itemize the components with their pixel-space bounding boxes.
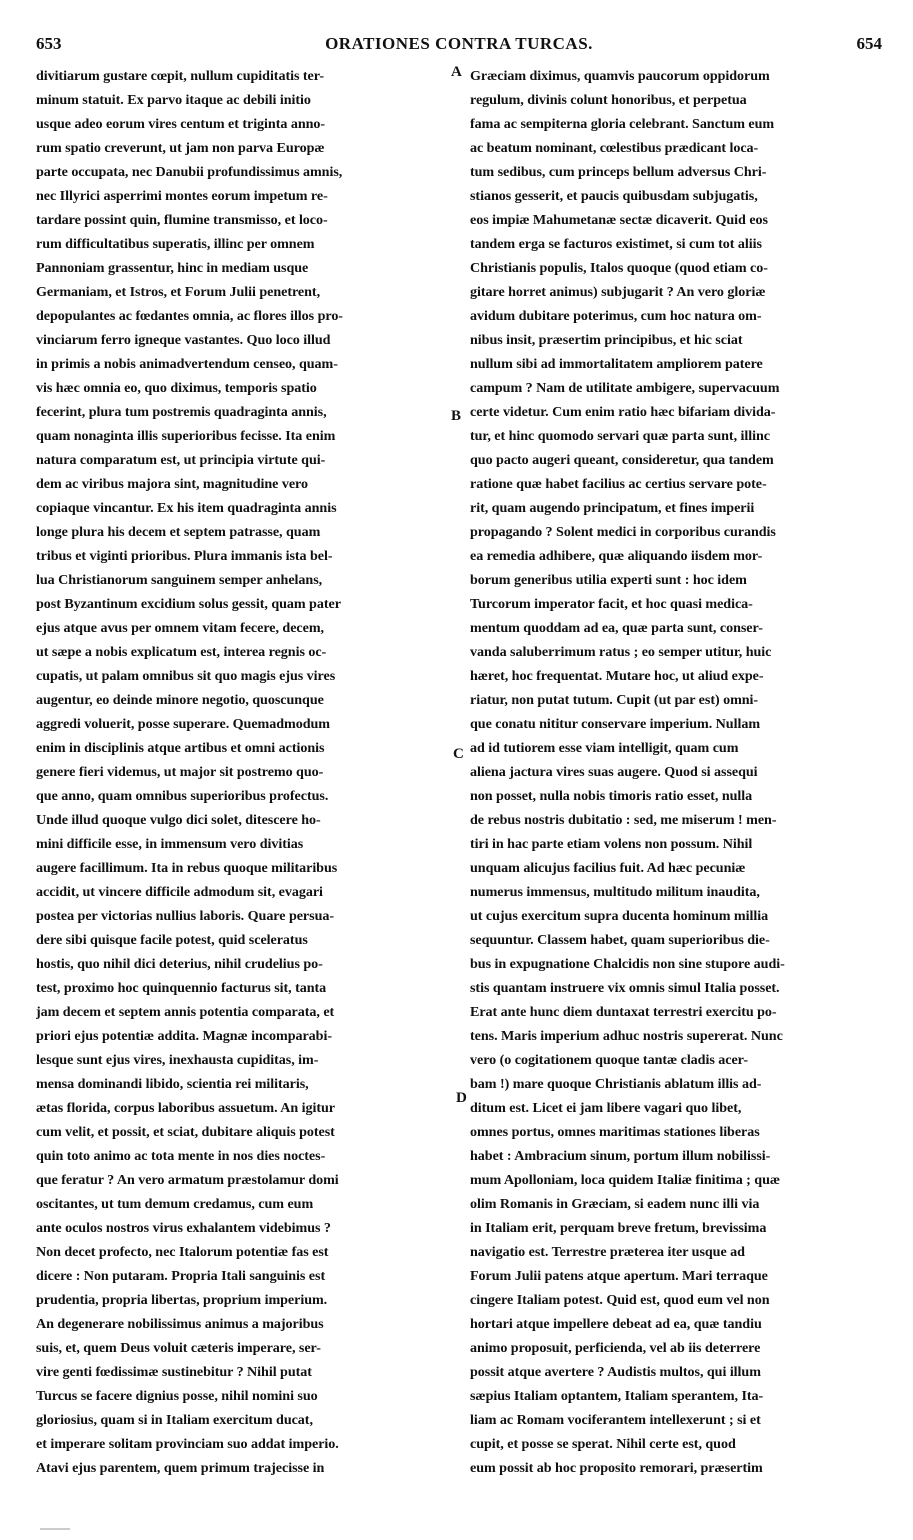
text-line: que anno, quam omnibus superioribus profectus. — [36, 788, 329, 804]
text-line: vinciarum ferro igneque vastantes. Quo loco illud — [36, 332, 331, 348]
text-line: priori ejus potentiæ addita. Magnæ incomparabi- — [36, 1028, 332, 1044]
text-line: Forum Julii patens atque apertum. Mari terraque — [470, 1268, 768, 1284]
text-line: genere fieri videmus, ut major sit postremo quo- — [36, 764, 324, 780]
text-line: enim in disciplinis atque artibus et omni actionis — [36, 740, 325, 756]
section-marker-c: C — [453, 746, 464, 762]
text-line: de rebus nostris dubitatio : sed, me miserum ! men- — [470, 812, 777, 828]
page-number-left: 653 — [36, 34, 62, 53]
section-marker-b: B — [451, 408, 462, 424]
text-line: Germaniam, et Istros, et Forum Julii penetrent, — [36, 284, 321, 300]
text-line: ad id tutiorem esse viam intelligit, quam cum — [470, 740, 739, 756]
text-line: rum difficultatibus superatis, illinc per omnem — [36, 236, 315, 252]
text-line: riatur, non putat tutum. Cupit (ut par est) omni- — [470, 692, 759, 708]
text-line: vire genti fœdissimæ sustinebitur ? Nihil putat — [36, 1364, 312, 1380]
text-line: avidum dubitare poterimus, cum hoc natura om- — [470, 308, 762, 324]
text-line: mentum quoddam ad ea, quæ parta sunt, conser- — [470, 620, 763, 636]
text-line: oscitantes, ut tum demum credamus, cum eum — [36, 1196, 314, 1212]
text-line: depopulantes ac fœdantes omnia, ac flores illos pro- — [36, 308, 343, 324]
text-line: tur, et hinc quomodo servari quæ parta sunt, illinc — [470, 428, 770, 444]
text-line: parte occupata, nec Danubii profundissimus amnis, — [36, 164, 343, 180]
text-line: hostis, quo nihil dici deterius, nihil crudelius po- — [36, 956, 323, 972]
text-line: quam nonaginta illis superioribus fecisse. Ita enim — [36, 428, 336, 444]
text-line: suis, et, quem Deus voluit cæteris imperare, ser- — [36, 1340, 321, 1356]
text-line: in Italiam erit, perquam breve fretum, brevissima — [470, 1220, 767, 1236]
text-line: stianos gesserit, et paucis quibusdam subjugatis, — [470, 188, 758, 204]
text-line: eum possit ab hoc proposito remorari, præsertim — [470, 1460, 763, 1476]
text-line: augere facillimum. Ita in rebus quoque militaribus — [36, 860, 338, 876]
text-line: stis quantam instruere vix omnis simul Italia posset. — [470, 980, 780, 996]
text-line: cum velit, et possit, et sciat, dubitare aliquis potest — [36, 1124, 335, 1140]
text-line: Unde illud quoque vulgo dici solet, ditescere ho- — [36, 812, 321, 828]
text-line: sequuntur. Classem habet, quam superioribus die- — [470, 932, 770, 948]
text-line: tandem erga se facturos existimet, si cum tot aliis — [470, 236, 762, 252]
text-line: Turcorum imperator facit, et hoc quasi medica- — [470, 596, 753, 612]
text-line: ut sæpe a nobis explicatum est, interea regnis oc- — [36, 644, 327, 660]
text-line: Atavi ejus parentem, quem primum trajecisse in — [36, 1460, 325, 1476]
text-line: ratione quæ habet facilius ac certius servare pote- — [470, 476, 767, 492]
text-line: olim Romanis in Græciam, si eadem nunc illi via — [470, 1196, 760, 1212]
text-line: aliena jactura vires suas augere. Quod si assequi — [470, 764, 758, 780]
text-line: divitiarum gustare cœpit, nullum cupiditatis ter- — [36, 68, 325, 84]
text-line: tribus et viginti prioribus. Plura immanis ista bel- — [36, 548, 333, 564]
left-text-column — [36, 64, 446, 1480]
text-line: Erat ante hunc diem duntaxat terrestri exercitu po- — [470, 1004, 777, 1020]
text-line: omnes portus, omnes maritimas stationes liberas — [470, 1124, 760, 1140]
text-line: Pannoniam grassentur, hinc in mediam usque — [36, 260, 309, 276]
text-line: Christianis populis, Italos quoque (quod etiam co- — [470, 260, 768, 276]
text-line: bus in expugnatione Chalcidis non sine stupore audi- — [470, 956, 785, 972]
text-line: minum statuit. Ex parvo itaque ac debili initio — [36, 92, 311, 108]
page-number-right: 654 — [856, 34, 882, 53]
text-line: fecerint, plura tum postremis quadraginta annis, — [36, 404, 327, 420]
text-line: fama ac sempiterna gloria celebrant. Sanctum eum — [470, 116, 775, 132]
running-title: ORATIONES CONTRA TURCAS. — [325, 34, 593, 53]
text-line: borum generibus utilia experti sunt : hoc idem — [470, 572, 747, 588]
text-line: quin toto animo ac tota mente in nos dies noctes- — [36, 1148, 326, 1164]
text-line: accidit, ut vincere difficile admodum sit, evagari — [36, 884, 323, 900]
text-line: dere sibi quisque facile potest, quid sceleratus — [36, 932, 308, 948]
text-line: rum spatio creverunt, ut jam non parva Europæ — [36, 140, 325, 156]
text-line: et imperare solitam provinciam suo addat imperio. — [36, 1436, 339, 1452]
text-line: longe plura his decem et septem patrasse, quam — [36, 524, 321, 540]
text-line: navigatio est. Terrestre præterea iter usque ad — [470, 1244, 745, 1260]
text-line: lesque sunt ejus vires, inexhausta cupiditas, im- — [36, 1052, 319, 1068]
text-line: ut cujus exercitum supra ducenta hominum millia — [470, 908, 769, 924]
text-line: dicere : Non putaram. Propria Itali sanguinis est — [36, 1268, 326, 1284]
right-text-column — [470, 64, 878, 1480]
text-line: tum sedibus, cum princeps bellum adversus Chri- — [470, 164, 767, 180]
text-line: non posset, nulla nobis timoris ratio esset, nulla — [470, 788, 753, 804]
text-line: usque adeo eorum vires centum et triginta anno- — [36, 116, 326, 132]
text-line: gloriosius, quam si in Italiam exercitum ducat, — [36, 1412, 313, 1428]
text-line: que conatu nititur conservare imperium. Nullam — [470, 716, 761, 732]
text-line: cupatis, ut palam omnibus sit quo magis ejus vires — [36, 668, 336, 684]
text-line: rit, quam augendo principatum, et fines imperii — [470, 500, 755, 516]
text-line: ea remedia adhibere, quæ aliquando iisdem mor- — [470, 548, 763, 564]
text-line: mini difficile esse, in immensum vero divitias — [36, 836, 304, 852]
text-line: cupit, et posse se sperat. Nihil certe est, quod — [470, 1436, 736, 1452]
text-line: tiri in hac parte etiam volens non possum. Nihil — [470, 836, 753, 852]
text-line: habet : Ambracium sinum, portum illum nobilissi- — [470, 1148, 771, 1164]
text-line: nec Illyrici asperrimi montes eorum impetum re- — [36, 188, 328, 204]
text-line: hæret, hoc frequentat. Mutare hoc, ut aliud expe- — [470, 668, 764, 684]
text-line: vero (o cogitationem quoque tantæ cladis acer- — [470, 1052, 748, 1068]
text-line: prudentia, propria libertas, proprium imperium. — [36, 1292, 328, 1308]
text-line: mensa dominandi libido, scientia rei militaris, — [36, 1076, 309, 1092]
text-line: An degenerare nobilissimus animus a majoribus — [36, 1316, 324, 1332]
text-line: test, proximo hoc quinquennio facturus sit, tanta — [36, 980, 327, 996]
text-line: gitare horret animus) subjugarit ? An vero gloriæ — [470, 284, 766, 300]
text-line: ejus atque avus per omnem vitam fecere, decem, — [36, 620, 324, 636]
text-line: Græciam diximus, quamvis paucorum oppidorum — [470, 68, 770, 84]
text-line: animo proposuit, perficienda, vel ab iis deterrere — [470, 1340, 761, 1356]
text-line: ac beatum nominant, cœlestibus prædicant loca- — [470, 140, 759, 156]
text-line: tardare possint quin, flumine transmisso, et loco- — [36, 212, 328, 228]
text-line: dem ac viribus majora sint, magnitudine vero — [36, 476, 308, 492]
text-line: unquam alicujus facilius fuit. Ad hæc pecuniæ — [470, 860, 746, 876]
section-marker-a: A — [451, 64, 462, 80]
text-line: lua Christianorum sanguinem semper anhelans, — [36, 572, 323, 588]
page-edge-mark — [40, 1528, 70, 1530]
text-line: copiaque vincantur. Ex his item quadraginta annis — [36, 500, 337, 516]
text-line: campum ? Nam de utilitate ambigere, supervacuum — [470, 380, 780, 396]
text-line: possit atque avertere ? Audistis multos, qui illum — [470, 1364, 761, 1380]
text-line: ditum est. Licet ei jam libere vagari quo libet, — [470, 1100, 742, 1116]
text-line: liam ac Romam vociferantem intellexerunt ; si et — [470, 1412, 761, 1428]
text-line: tens. Maris imperium adhuc nostris supererat. Nunc — [470, 1028, 783, 1044]
text-line: mum Apolloniam, loca quidem Italiæ finitima ; quæ — [470, 1172, 780, 1188]
page-header — [36, 34, 882, 56]
text-line: natura comparatum est, ut principia virtute qui- — [36, 452, 326, 468]
text-line: quo pacto augeri queant, consideretur, qua tandem — [470, 452, 774, 468]
text-line: post Byzantinum excidium solus gessit, quam pater — [36, 596, 341, 612]
text-line: regulum, divinis colunt honoribus, et perpetua — [470, 92, 747, 108]
text-line: in primis a nobis animadvertendum censeo, quam- — [36, 356, 338, 372]
text-line: hortari atque impellere debeat ad ea, quæ tandiu — [470, 1316, 762, 1332]
text-line: aggredi voluerit, posse superare. Quemadmodum — [36, 716, 330, 732]
text-line: nullum sibi ad immortalitatem ampliorem patere — [470, 356, 763, 372]
text-line: eos impiæ Mahumetanæ sectæ dicaverit. Quid eos — [470, 212, 768, 228]
text-line: jam decem et septem annis potentia comparata, et — [36, 1004, 335, 1020]
text-line: ante oculos nostros virus exhalantem videbimus ? — [36, 1220, 331, 1236]
text-line: cingere Italiam potest. Quid est, quod eum vel non — [470, 1292, 770, 1308]
text-line: sæpius Italiam optantem, Italiam sperantem, Ita- — [470, 1388, 764, 1404]
text-line: Non decet profecto, nec Italorum potentiæ fas est — [36, 1244, 329, 1260]
text-line: que feratur ? An vero armatum præstolamur domi — [36, 1172, 339, 1188]
text-line: vis hæc omnia eo, quo diximus, temporis spatio — [36, 380, 317, 396]
section-marker-d: D — [456, 1090, 467, 1106]
text-line: ætas florida, corpus laboribus assuetum. An igitur — [36, 1100, 335, 1116]
text-line: postea per victorias nullius laboris. Quare persua- — [36, 908, 335, 924]
text-line: Turcus se facere dignius posse, nihil nomini suo — [36, 1388, 318, 1404]
text-line: propagando ? Solent medici in corporibus curandis — [470, 524, 776, 540]
text-line: augentur, eo deinde minore negotio, quoscunque — [36, 692, 324, 708]
text-line: vanda saluberrimum ratus ; eo semper utitur, huic — [470, 644, 772, 660]
text-line: nibus insit, præsertim principibus, et hic sciat — [470, 332, 743, 348]
text-line: bam !) mare quoque Christianis ablatum illis ad- — [470, 1076, 762, 1092]
text-line: numerus immensus, multitudo militum inaudita, — [470, 884, 760, 900]
text-line: certe videtur. Cum enim ratio hæc bifariam divida- — [470, 404, 776, 420]
